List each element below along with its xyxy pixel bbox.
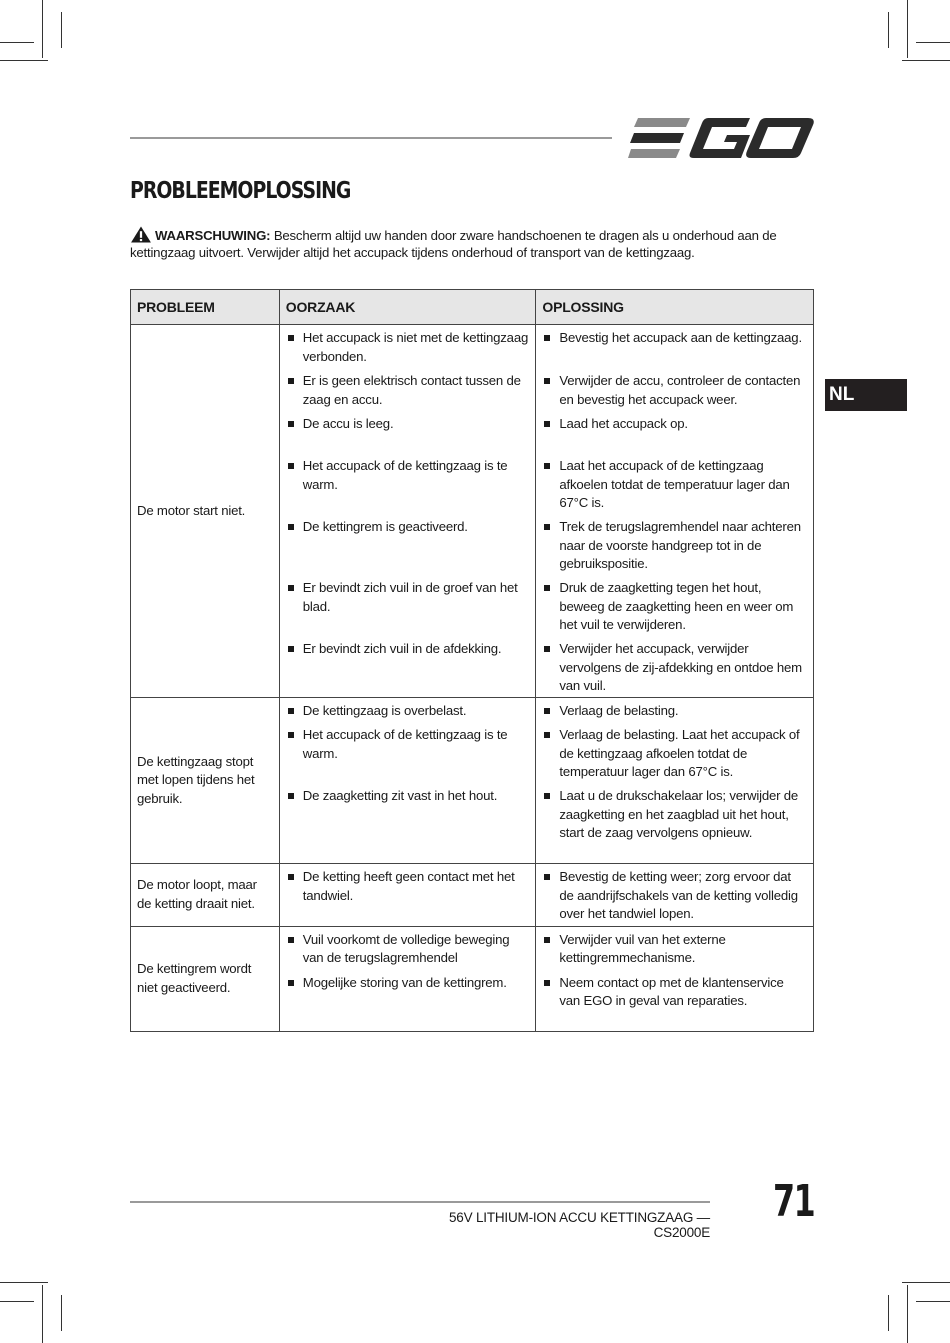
crop-mark	[42, 0, 43, 58]
cause-item: Vuil voorkomt de volledige beweging van de terugslagremhendel	[280, 931, 536, 968]
page-number: 71	[772, 1176, 814, 1227]
column-header-problem: PROBLEEM	[131, 290, 280, 325]
cause-cell	[279, 325, 536, 698]
cause-item: Het accupack of de kettingzaag is te warm.	[280, 726, 536, 781]
footer-product-title: 56V LITHIUM-ION ACCU KETTINGZAAG — CS2000E	[449, 1210, 710, 1240]
solution-cell	[536, 325, 814, 698]
problem-cell: De motor start niet.	[131, 325, 280, 698]
cause-item: De kettingrem is geactiveerd.	[280, 518, 536, 573]
column-header-cause: OORZAAK	[279, 290, 536, 325]
problem-cell: De kettingzaag stopt met lopen tijdens het gebruik.	[131, 698, 280, 864]
crop-mark	[0, 1282, 48, 1283]
cause-item: Het accupack of de kettingzaag is te warm.	[280, 457, 536, 512]
solution-item: Laad het accupack op.	[536, 415, 813, 451]
solution-cell	[536, 698, 814, 864]
solution-cell	[536, 926, 814, 1031]
solution-item: Verwijder het accupack, verwijder vervolgens de zij-afdekking en ontdoe hem van vuil.	[536, 640, 813, 695]
crop-mark	[902, 60, 950, 61]
solution-item: Bevestig het accupack aan de kettingzaag.	[536, 329, 813, 366]
table-header-row	[131, 290, 814, 325]
warning-text: Bescherm altijd uw handen door zware handschoenen te dragen als u onderhoud aan de kettingzaag uitvoert. Verwijder altijd het accupack tijdens onderhoud of transport van de kettingzaag.	[130, 228, 777, 260]
cause-item: De ketting heeft geen contact met het tandwiel.	[280, 868, 536, 905]
cause-item: Er bevindt zich vuil in de groef van het blad.	[280, 579, 536, 634]
solution-item: Bevestig de ketting weer; zorg ervoor dat de aandrijfschakels van de ketting volledig over het tandwiel lopen.	[536, 868, 813, 924]
table-row	[131, 864, 814, 927]
cause-item: De accu is leeg.	[280, 415, 536, 451]
solution-item: Druk de zaagketting tegen het hout, beweeg de zaagketting heen en weer om het vuil te verwijderen.	[536, 579, 813, 634]
table-row	[131, 926, 814, 1031]
header-rule	[130, 137, 612, 139]
crop-mark	[902, 1282, 950, 1283]
solution-item: Laat het accupack of de kettingzaag afkoelen totdat de temperatuur lager dan 67°C is.	[536, 457, 813, 512]
solution-item: Verlaag de belasting.	[536, 702, 813, 720]
warning-notice	[130, 226, 820, 261]
solution-item: Neem contact op met de klantenservice van EGO in geval van reparaties.	[536, 974, 813, 1029]
solution-item: Verlaag de belasting. Laat het accupack of de kettingzaag afkoelen totdat de temperatuur lager dan 67°C is.	[536, 726, 813, 781]
cause-item: Het accupack is niet met de kettingzaag verbonden.	[280, 329, 536, 366]
cause-item: De kettingzaag is overbelast.	[280, 702, 536, 720]
solution-item: Trek de terugslagremhendel naar achteren naar de voorste handgreep tot in de gebruikspositie.	[536, 518, 813, 573]
crop-mark	[61, 1295, 62, 1331]
crop-mark	[888, 1295, 889, 1331]
cause-item: De zaagketting zit vast in het hout.	[280, 787, 536, 861]
solution-item: Laat u de drukschakelaar los; verwijder de zaagketting en het zaagblad uit het hout, start de zaag vervolgens opnieuw.	[536, 787, 813, 861]
crop-mark	[916, 1301, 950, 1302]
footer-rule	[130, 1201, 710, 1203]
crop-mark	[0, 60, 48, 61]
crop-mark	[61, 12, 62, 48]
problem-cell: De kettingrem wordt niet geactiveerd.	[131, 926, 280, 1031]
crop-mark	[42, 1285, 43, 1343]
crop-mark	[907, 1285, 908, 1343]
column-header-solution: OPLOSSING	[536, 290, 814, 325]
problem-cell: De motor loopt, maar de ketting draait niet.	[131, 864, 280, 927]
solution-item: Verwijder de accu, controleer de contacten en bevestig het accupack weer.	[536, 372, 813, 409]
table-row	[131, 325, 814, 698]
crop-mark	[907, 0, 908, 58]
solution-cell	[536, 864, 814, 927]
cause-item: Er is geen elektrisch contact tussen de zaag en accu.	[280, 372, 536, 409]
troubleshooting-table	[130, 289, 814, 1032]
ego-logo	[628, 116, 814, 160]
page-title: PROBLEEMOPLOSSING	[130, 178, 351, 204]
table-row	[131, 698, 814, 864]
warning-label: WAARSCHUWING:	[155, 228, 271, 243]
cause-item: Er bevindt zich vuil in de afdekking.	[280, 640, 536, 695]
crop-mark	[0, 42, 34, 43]
warning-triangle-icon	[130, 226, 152, 243]
cause-cell	[279, 698, 536, 864]
crop-mark	[916, 42, 950, 43]
crop-mark	[0, 1301, 34, 1302]
cause-item: Mogelijke storing van de kettingrem.	[280, 974, 536, 1029]
cause-cell	[279, 926, 536, 1031]
solution-item: Verwijder vuil van het externe kettingremmechanisme.	[536, 931, 813, 968]
language-tab: NL	[825, 379, 907, 411]
crop-mark	[888, 12, 889, 48]
cause-cell	[279, 864, 536, 927]
